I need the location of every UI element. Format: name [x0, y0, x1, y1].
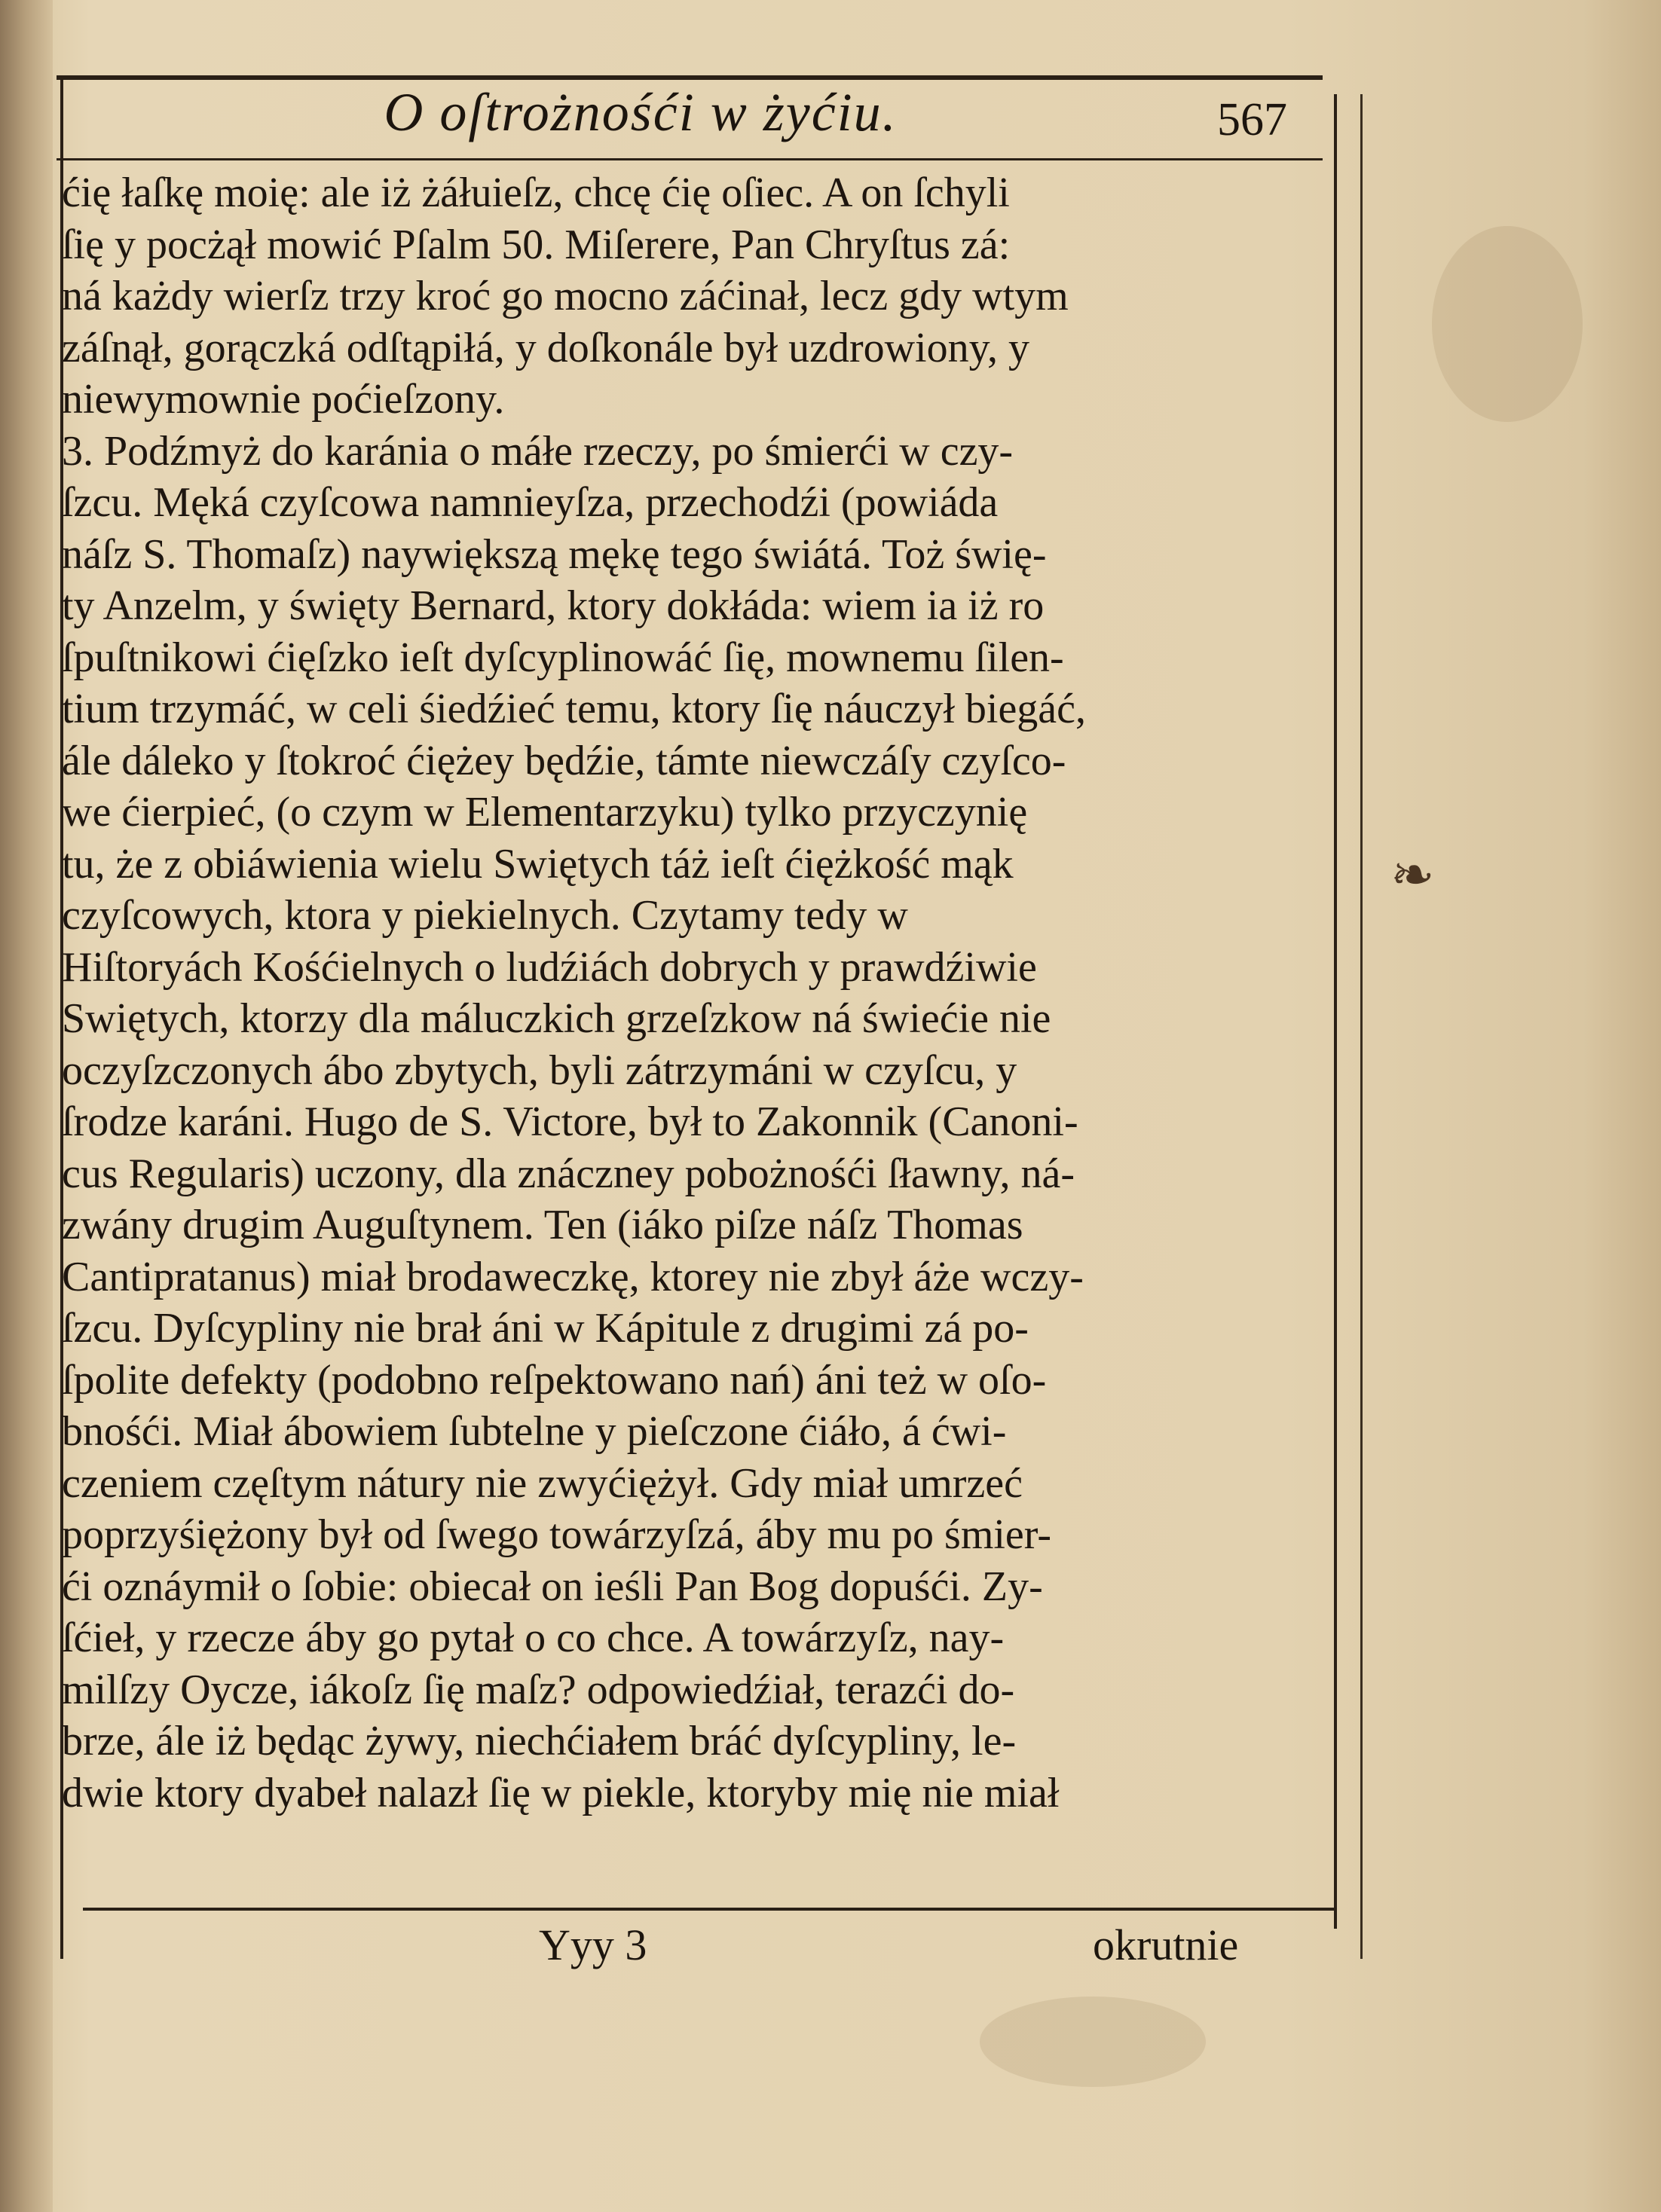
header-rule [57, 158, 1323, 160]
text-line: Swiętych, ktorzy dla máluczkich grzeſzkow ná świećie nie [62, 995, 1051, 1042]
text-line: tium trzymáć, w celi śiedźieć temu, ktory ſię náuczył biegáć, [62, 686, 1087, 732]
text-line: ſpolite defekty (podobno reſpektowano nań) áni też w oſo- [62, 1356, 1047, 1404]
text-line: ſpuſtnikowi ćięſzko ieſt dyſcyplinowáć ſię, mownemu ſilen- [62, 634, 1064, 681]
page-number: 567 [1217, 94, 1287, 145]
text-line: bnośći. Miał ábowiem ſubtelne y pieſczone ćiáło, á ćwi- [62, 1408, 1007, 1455]
paper-stain [1432, 226, 1583, 422]
book-spine [0, 0, 53, 2212]
text-line: niewymownie poćieſzony. [62, 376, 505, 423]
text-line: czyſcowych, ktora y piekielnych. Czytamy tedy w [62, 892, 908, 939]
text-line: tu, że z obiáwienia wielu Swiętych táż ieſt ćiężkość mąk [62, 840, 1014, 888]
top-rule [57, 75, 1323, 80]
body-text [62, 167, 1335, 1819]
text-line: ſię y pocżął mowić Pſalm 50. Miſerere, Pan Chryſtus zá: [62, 221, 1011, 268]
printers-ornament: ❧ [1390, 847, 1435, 905]
running-title: O oſtrożnośći w żyćiu. [384, 82, 898, 142]
catchword: okrutnie [1093, 1920, 1239, 1969]
text-line: dwie ktory dyabeł nalazł ſię w piekle, ktoryby mię nie miał [62, 1769, 1060, 1816]
text-line: milſzy Oycze, iákoſz ſię maſz? odpowiedźiał, terazći do- [62, 1666, 1015, 1713]
paper-stain [980, 1997, 1206, 2087]
text-line: ſćieł, y rzecze áby go pytał o co chce. A towárzyſz, nay- [62, 1615, 1005, 1661]
signature-mark: Yyy 3 [539, 1920, 647, 1969]
text-line: Hiſtoryách Kośćielnych o ludźiách dobrych y prawdźiwie [62, 943, 1037, 991]
text-line: poprzyśiężony był od ſwego towárzyſzá, áby mu po śmier- [62, 1511, 1051, 1558]
text-line: Cantipratanus) miał brodaweczkę, ktorey nie zbył áże wczy- [62, 1253, 1084, 1300]
text-line: ty Anzelm, y święty Bernard, ktory dokłáda: wiem ia iż ro [62, 582, 1045, 629]
text-line: ná każdy wierſz trzy kroć go mocno záćinał, lecz gdy wtym [62, 273, 1069, 319]
text-line: ſzcu. Męká czyſcowa namnieyſza, przechodźi (powiáda [62, 479, 999, 526]
text-line: 3. Podźmyż do karánia o máłe rzeczy, po śmierći w czy- [62, 427, 1014, 475]
text-line: ſrodze karáni. Hugo de S. Victore, był to Zakonnik (Canoni- [62, 1098, 1078, 1145]
text-line: czeniem częſtym nátury nie zwyćiężył. Gdy miał umrzeć [62, 1459, 1023, 1507]
text-line: ſzcu. Dyſcypliny nie brał áni w Kápitule z drugimi zá po- [62, 1305, 1029, 1352]
right-outer-rule [1360, 94, 1363, 1959]
text-line: we ćierpieć, (o czym w Elementarzyku) tylko przyczynię [62, 789, 1028, 836]
bottom-rule [83, 1908, 1334, 1911]
text-line: oczyſzczonych ábo zbytych, byli zátrzymáni w czyſcu, y [62, 1046, 1017, 1094]
text-line: cus Regularis) uczony, dla znáczney pobożnośći ſławny, ná- [62, 1150, 1075, 1197]
text-line: brze, ále iż będąc żywy, niechćiałem bráć dyſcypliny, le- [62, 1718, 1017, 1764]
text-line: zwány drugim Auguſtynem. Ten (iáko piſze náſz Thomas [62, 1202, 1023, 1248]
text-line: ćię łaſkę moię: ale iż żáłuieſz, chcę ćię oſiec. A on ſchyli [62, 170, 1010, 216]
text-line: záſnął, gorączká odſtąpiłá, y doſkonále był uzdrowiony, y [62, 324, 1029, 371]
text-line: ále dáleko y ſtokroć ćiężey będźie, támte niewczáſy czyſco- [62, 737, 1066, 784]
text-line: ći oznáymił o ſobie: obiecał on ieśli Pan Bog dopuśći. Zy- [62, 1563, 1043, 1610]
text-line: náſz S. Thomaſz) naywiększą mękę tego świátá. Toż świę- [62, 530, 1047, 578]
